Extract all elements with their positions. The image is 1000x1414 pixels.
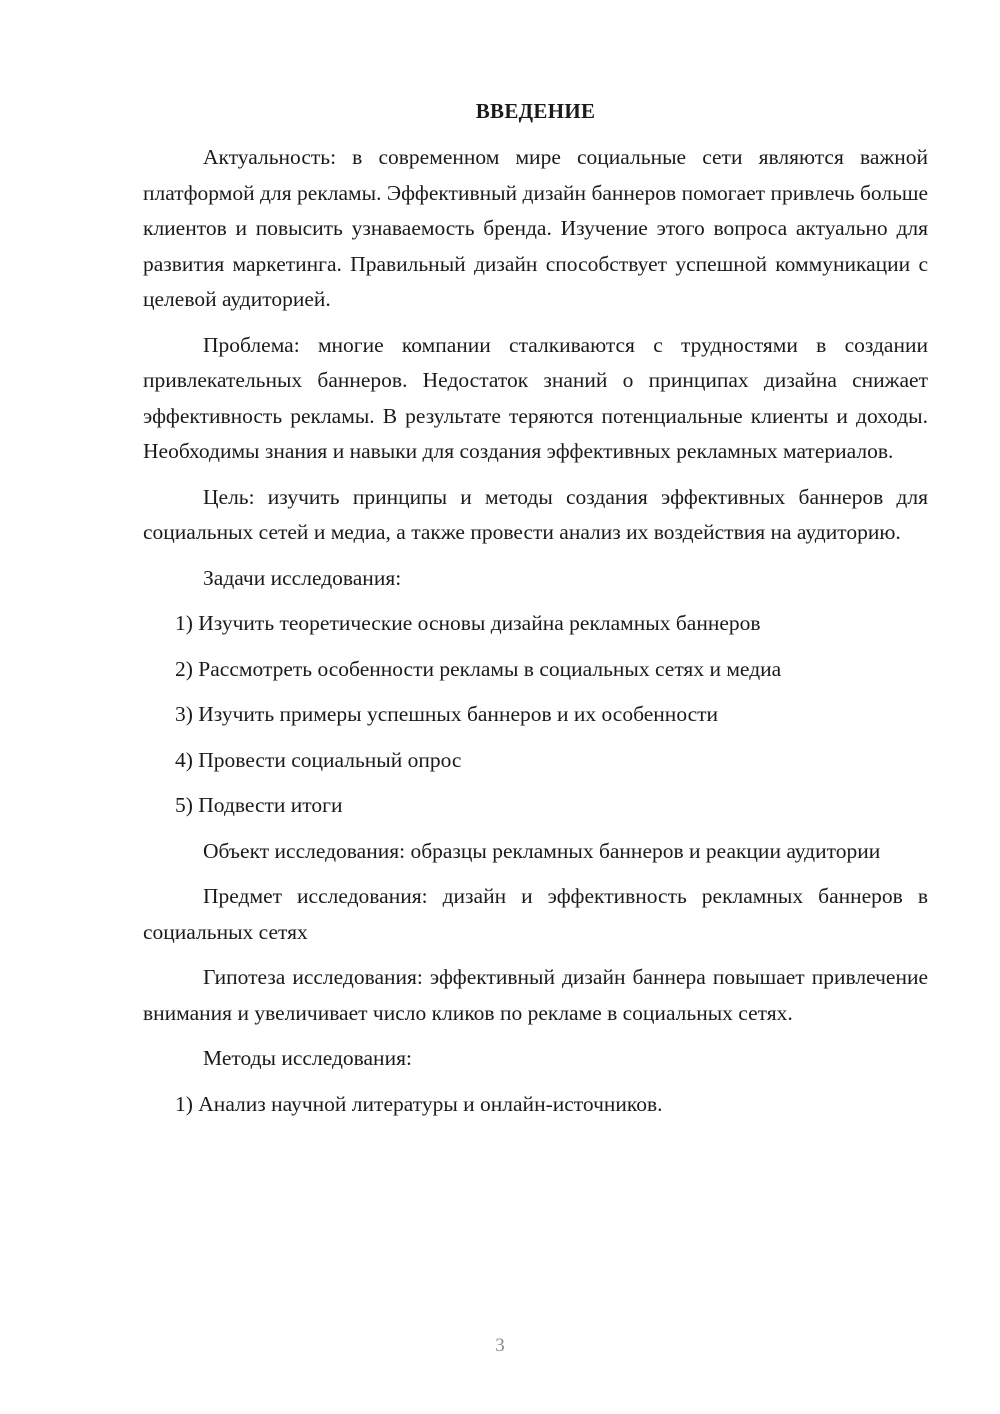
task-item-1: 1) Изучить теоретические основы дизайна рекламных баннеров — [175, 611, 761, 635]
task-item-4: 4) Провести социальный опрос — [175, 747, 462, 772]
document-page — [143, 96, 928, 1122]
paragraph-relevance: Актуальность: в современном мире социальные сети являются важной платформой для рекламы. Эффективный дизайн баннеров помогает привлечь больше клиентов и повысить узнаваемость бренда. Изучение этого вопроса актуально для развития маркетинга. Правильный дизайн способствует успешной коммуникации с целевой аудиторией. — [143, 145, 928, 311]
paragraph-problem: Проблема: многие компании сталкиваются с трудностями в создании привлекательных баннеров. Недостаток знаний о принципах дизайна снижает эффективность рекламы. В результате теряются потенциальные клиенты и доходы. Необходимы знания и навыки для создания эффективных рекламных материалов. — [143, 332, 928, 463]
paragraph-object: Объект исследования: образцы рекламных баннеров и реакции аудитории — [203, 838, 881, 863]
paragraph-goal: Цель: изучить принципы и методы создания эффективных баннеров для социальных сетей и медиа, а также провести анализ их воздействия на аудиторию. — [143, 484, 928, 544]
task-item-2: 2) Рассмотреть особенности рекламы в социальных сетях и медиа — [175, 656, 782, 681]
task-item-3: 3) Изучить примеры успешных баннеров и их особенности — [175, 702, 719, 726]
method-item-1: 1) Анализ научной литературы и онлайн-источников. — [175, 1091, 663, 1116]
task-item-5: 5) Подвести итоги — [175, 793, 343, 817]
paragraph-subject: Предмет исследования: дизайн и эффективность рекламных баннеров в социальных сетях — [143, 884, 928, 944]
methods-heading: Методы исследования: — [203, 1046, 412, 1070]
page-number: 3 — [495, 1335, 505, 1356]
page-title: ВВЕДЕНИЕ — [475, 99, 596, 123]
paragraph-hypothesis: Гипотеза исследования: эффективный дизайн баннера повышает привлечение внимания и увеличивает число кликов по рекламе в социальных сетях. — [143, 965, 928, 1025]
tasks-heading: Задачи исследования: — [203, 565, 402, 590]
